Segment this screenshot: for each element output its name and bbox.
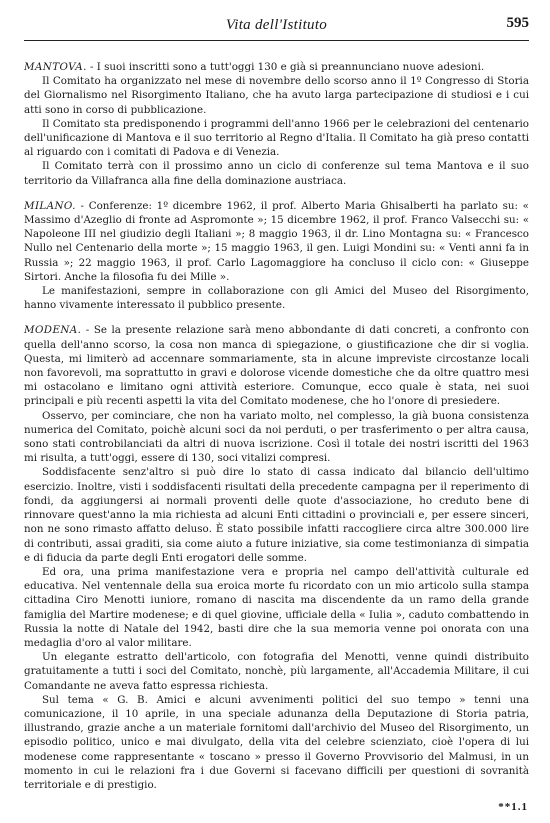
running-title: Vita dell'Istituto xyxy=(225,17,328,33)
milano-text-1: - Conferenze: 1º dicembre 1962, il prof. Alberto Maria Ghisalberti ha parlato su: « Massimo d'Azeglio di fronte ad Aspromonte »; 15 dicembre 1962, il prof. Franco Valsecchi su: « Napoleone III nel giudizio degli Italiani »; 8 maggio 1963, il dr. Lino Montagna su: « Francesco Nullo nel Centenario della morte »; 15 maggio 1963, il gen. Luigi Mondini su: « Venti anni fa in Russia »; 22 maggio 1963, il prof. Carlo Lagomaggiore ha concluso il ciclo con: « Giuseppe Sirtori. Anche la filosofia fu dei Mille ». xyxy=(24,199,529,283)
section-mantova xyxy=(24,60,529,188)
mantova-paragraph-2: Il Comitato ha organizzato nel mese di novembre dello scorso anno il 1º Congresso di Storia del Giornalismo nel Risorgimento Italiano, che ha avuto larga partecipazione di studiosi e i cui atti sono in corso di pubblicazione. xyxy=(24,75,529,116)
mantova-paragraph-3: Il Comitato sta predisponendo i programmi dell'anno 1966 per le celebrazioni del centenario dell'unificazione di Mantova e il suo territorio al Regno d'Italia. Il Comitato ha già preso contatti al riguardo con i comitati di Padova e di Venezia. xyxy=(24,117,529,159)
modena-paragraph-5: Un elegante estratto dell'articolo, con fotografia del Menotti, venne quindi distribuito gratuitamente a tutti i soci del Comitato, nonchè, più largamente, all'Accademia Militare, il cui Comandante ne aveva fatto espressa richiesta. xyxy=(24,651,529,692)
modena-city-heading: MODENA. xyxy=(24,324,82,337)
modena-text-1: - Se la presente relazione sarà meno abbondante di dati concreti, a confronto con quella dell'anno scorso, la cosa non manca di spiegazione, o giustificazione che dir si voglia. Questa, mi limiterò ad accennare sommariamente, sta in alcune impreviste circostanze locali non favorevoli, ma soprattutto in gravi e dolorose vicende domestiche che da oltre quattro mesi mi ostacolano e limitano ogni attività esteriore. Comunque, ecco quale è stata, nei suoi principali e più recenti aspetti la vita del Comitato modenese, che ho l'onore di presiedere. xyxy=(24,324,529,408)
milano-city-heading: MILANO. xyxy=(24,199,76,212)
modena-paragraph-2: Osservo, per cominciare, che non ha variato molto, nel complesso, la già buona consistenza numerica del Comitato, poichè alcuni soci da noi perduti, o per trasferimento o per altra causa, sono stati controbilanciati da altri di nuova iscrizione. Così il totale dei nostri iscritti del 1963 mi risulta, a tutt'oggi, essere di 130, soci vitalizi compresi. xyxy=(24,409,529,465)
mantova-paragraph-4: Il Comitato terrà con il prossimo anno un ciclo di conferenze sul tema Mantova e il suo territorio da Villafranca alla fine della dominazione austriaca. xyxy=(24,160,529,187)
page-header xyxy=(24,0,529,41)
mantova-city-heading: MANTOVA. xyxy=(24,61,87,73)
mantova-text-1: - I suoi inscritti sono a tutt'oggi 130 e già si preannunciano nuove adesioni. xyxy=(86,61,485,73)
section-modena xyxy=(24,323,529,792)
printer-signature-mark: **1.1 xyxy=(498,801,528,813)
modena-paragraph-6: Sul tema « G. B. Amici e alcuni avvenimenti politici del suo tempo » tenni una comunicazione, il 10 aprile, in una speciale adunanza della Deputazione di Storia patria, illustrando, grazie anche a un materiale fornitomi dall'archivio del Museo del Risorgimento, un episodio politico, unico e mai divulgato, della vita del celebre scienziato, cioè l'opera di lui modenese come rappresentante « toscano » presso il Governo Provvisorio del Malmusi, in un momento in cui le relazioni fra i due Governi si facevano difficili per questioni di sovranità territoriale e di prestigio. xyxy=(24,693,529,791)
page-body xyxy=(24,41,529,792)
milano-paragraph-2: Le manifestazioni, sempre in collaborazione con gli Amici del Museo del Risorgimento, hanno vivamente interessato il pubblico presente. xyxy=(24,285,529,312)
mantova-paragraph-1 xyxy=(24,60,529,74)
modena-paragraph-3: Soddisfacente senz'altro si può dire lo stato di cassa indicato dal bilancio dell'ultimo esercizio. Inoltre, visti i soddisfacenti risultati della precedente campagna per il reperimento di fondi, da aggiungersi ai normali proventi delle quote d'associazione, ho creduto bene di rinnovare quest'anno la mia richiesta ad alcuni Enti cittadini o provinciali e, per essere sinceri, non ne sono rimasto affatto deluso. È stato possibile infatti raccogliere circa altre 300.000 lire di contributi, assai graditi, sia come aiuto a future iniziative, sia come testimonianza di simpatia e di fiducia da parte degli Enti erogatori delle somme. xyxy=(24,466,529,564)
modena-paragraph-1 xyxy=(24,323,529,408)
milano-paragraph-1 xyxy=(24,199,529,284)
section-milano xyxy=(24,199,529,313)
page-number: 595 xyxy=(506,15,529,31)
modena-paragraph-4: Ed ora, una prima manifestazione vera e propria nel campo dell'attività culturale ed educativa. Nel ventennale della sua eroica morte fu ricordato con un mio articolo sulla stampa cittadina Ciro Menotti iuniore, romano di nascita ma discendente da un ramo della grande famiglia del Martire modenese; e di quel giovine, ufficiale della « Iulia », caduto combattendo in Russia la notte di Natale del 1942, basti dire che la sua memoria venne poi onorata con una medaglia d'oro al valor militare. xyxy=(24,565,529,649)
